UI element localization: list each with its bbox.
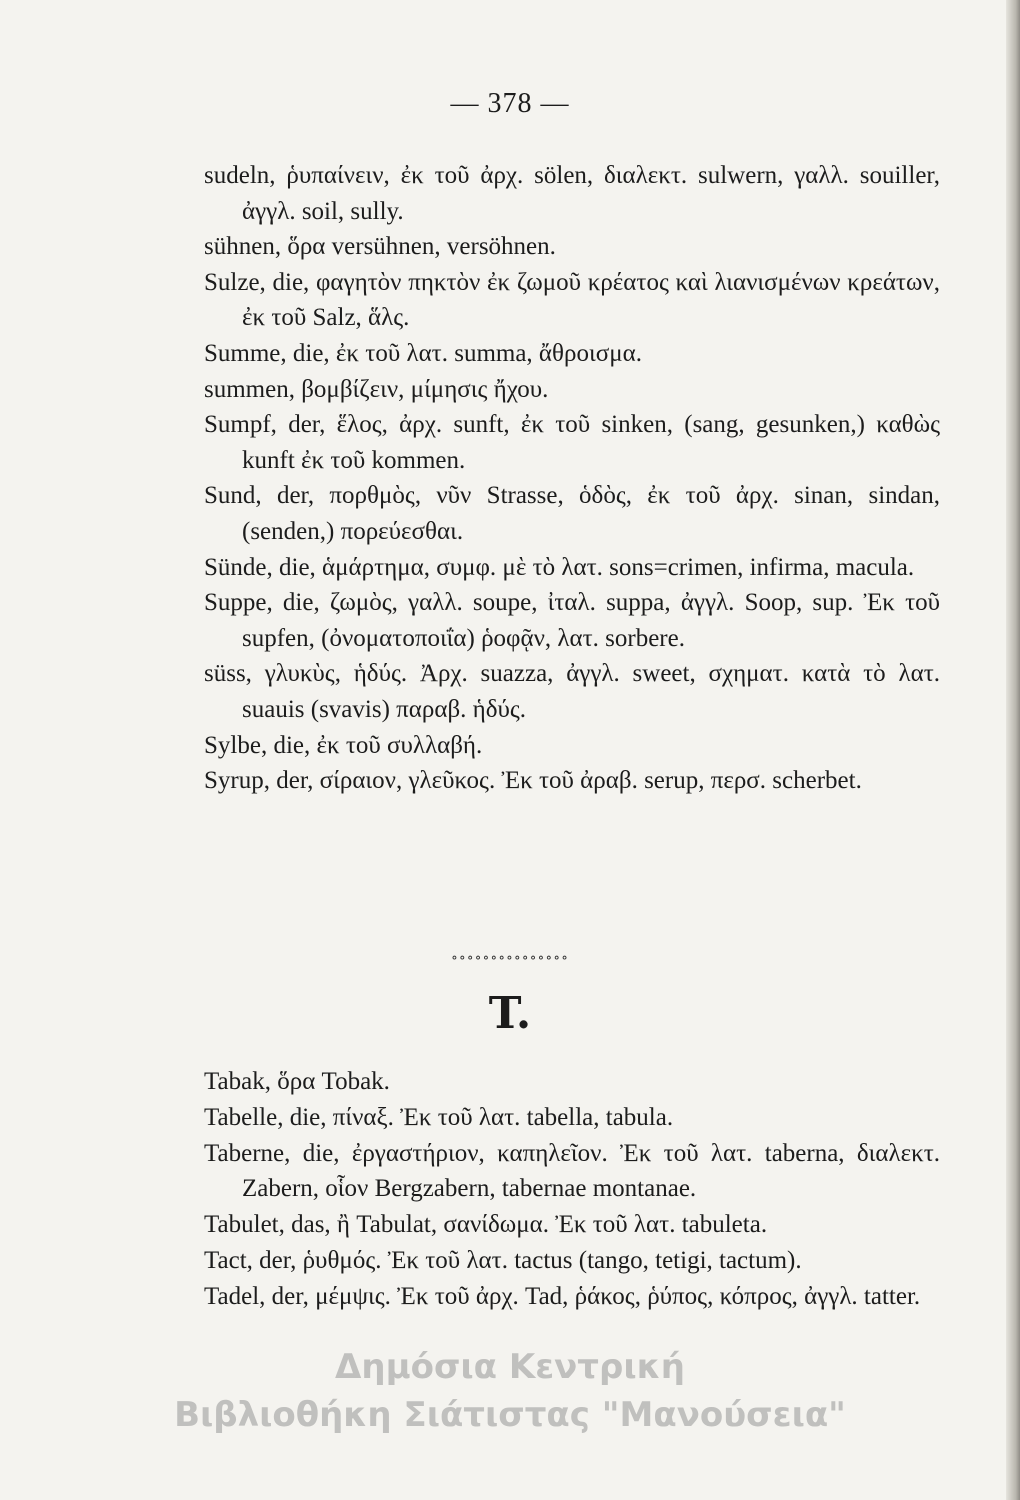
entry-tabelle: Tabelle, die, πίναξ. Ἐκ τοῦ λατ. tabella, tabula. (204, 1103, 674, 1131)
library-watermark (0, 1343, 1020, 1439)
entry-suppe: Suppe, die, ζωμὸς, γαλλ. soupe, ἰταλ. suppa, ἀγγλ. Soop, sup. Ἐκ τοῦ supfen, (ὀνοματοποιΐα) ῥοφᾷν, λατ. sorbere. (204, 589, 940, 652)
entry-sulze: Sulze, die, φαγητὸν πηκτὸν ἐκ ζωμοῦ κρέατος καὶ λιανισμένων κρεάτων, ἐκ τοῦ Salz, ἅλς. (204, 268, 940, 332)
dictionary-entries-s (204, 158, 940, 799)
entry-tact: Tact, der, ῥυθμός. Ἐκ τοῦ λατ. tactus (tango, tetigi, tactum). (204, 1246, 802, 1274)
watermark-line-2: Βιβλιοθήκη Σιάτιστας "Μανούσεια" (174, 1395, 846, 1435)
section-letter: T. (488, 988, 532, 1039)
entry-tadel: Tadel, der, μέμψις. Ἐκ τοῦ ἀρχ. Tad, ῥάκος, ῥύπος, κόπρος, ἀγγλ. tatter. (204, 1282, 921, 1310)
dictionary-entries-t (204, 1064, 940, 1315)
entry-summe: Summe, die, ἐκ τοῦ λατ. summa, ἄθροισμα. (204, 339, 642, 367)
entry-tabak: Tabak, ὅρα Tobak. (204, 1068, 390, 1095)
entry-suess: süss, γλυκὺς, ἡδύς. Ἀρχ. suazza, ἀγγλ. sweet, σχηματ. κατὰ τὸ λατ. suauis (svavis) παραβ. ἡδύς. (204, 660, 940, 723)
entry-taberne: Taberne, die, ἐργαστήριον, καπηλεῖον. Ἐκ τοῦ λατ. taberna, διαλεκτ. Zabern, οἷον Bergzabern, tabernae montanae. (204, 1139, 940, 1203)
entry-syrup: Syrup, der, σίραιον, γλεῦκος. Ἐκ τοῦ ἀραβ. serup, περσ. scherbet. (204, 767, 862, 795)
entry-sylbe: Sylbe, die, ἐκ τοῦ συλλαβή. (204, 731, 483, 759)
entry-sudeln: sudeln, ῥυπαίνειν, ἐκ τοῦ ἀρχ. sölen, διαλεκτ. sulwern, γαλλ. souiller, ἀγγλ. soil, sully. (204, 162, 940, 225)
page-number: — 378 — (450, 88, 570, 119)
ornament-divider: ∘∘∘∘∘∘∘∘∘∘∘∘∘∘∘ (451, 951, 569, 966)
entry-suende: Sünde, die, ἁμάρτημα, συμφ. μὲ τὸ λατ. sons=crimen, infirma, macula. (204, 553, 915, 581)
entry-sund: Sund, der, πορθμὸς, νῦν Strasse, ὁδὸς, ἐκ τοῦ ἀρχ. sinan, sindan, (senden,) πορεύεσθαι. (204, 482, 940, 545)
page-edge (1006, 0, 1020, 1500)
entry-tabulet: Tabulet, das, ἢ Tabulat, σανίδωμα. Ἐκ τοῦ λατ. tabuleta. (204, 1211, 768, 1239)
watermark-line-1: Δημόσια Κεντρική (335, 1347, 685, 1387)
entry-suehnen: sühnen, ὅρα versühnen, versöhnen. (204, 233, 556, 261)
entry-sumpf: Sumpf, der, ἕλος, ἀρχ. sunft, ἐκ τοῦ sinken, (sang, gesunken,) καθὼς kunft ἐκ τοῦ kommen. (204, 411, 940, 474)
entry-summen: summen, βομβίζειν, μίμησις ἤχου. (204, 375, 549, 403)
